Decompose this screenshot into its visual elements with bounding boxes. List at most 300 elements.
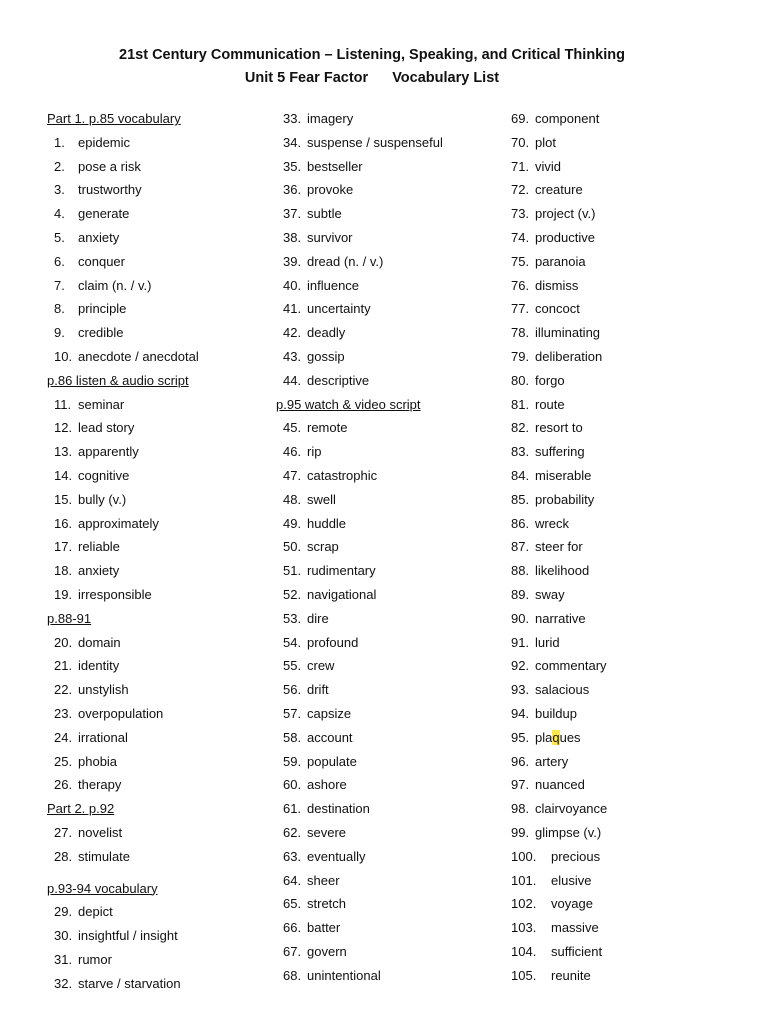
- vocab-item: [47, 678, 267, 702]
- vocab-term: miserable: [535, 467, 592, 483]
- vocab-term: account: [307, 729, 353, 745]
- vocab-item: [47, 297, 267, 321]
- unit-title: Unit 5 Fear Factor: [244, 70, 369, 86]
- vocab-item: [511, 226, 741, 250]
- vocab-item: [47, 535, 267, 559]
- item-number: 75 .: [511, 250, 535, 274]
- vocab-term: eventually: [307, 848, 366, 864]
- item-number: 99 .: [511, 821, 535, 845]
- vocab-term: dread (n. / v.): [307, 253, 384, 269]
- vocab-item: [276, 345, 501, 369]
- vocab-term: deliberation: [535, 348, 603, 364]
- vocab-term: subtle: [307, 206, 342, 222]
- item-number: 49 .: [283, 512, 307, 536]
- item-number: 64 .: [283, 869, 307, 893]
- item-number: 70 .: [511, 131, 535, 155]
- vocab-item: [276, 797, 501, 821]
- item-number: 73 .: [511, 202, 535, 226]
- vocab-term: novelist: [78, 824, 123, 840]
- item-number: 15 .: [54, 488, 78, 512]
- vocab-item: [276, 750, 501, 774]
- item-number: 94 .: [511, 702, 535, 726]
- item-number: 80 .: [511, 369, 535, 393]
- item-number: 24 .: [54, 726, 78, 750]
- item-number: 8 .: [54, 297, 78, 321]
- vocab-list: [276, 416, 501, 987]
- vocab-term: gossip: [307, 348, 345, 364]
- vocab-item: [276, 773, 501, 797]
- item-number: 52 .: [283, 583, 307, 607]
- vocab-item: [511, 488, 741, 512]
- vocab-term: massive: [551, 920, 599, 936]
- vocab-term: suffering: [535, 444, 585, 460]
- page-header: [0, 44, 744, 90]
- vocab-term: swell: [307, 491, 336, 507]
- vocab-item: [511, 750, 741, 774]
- item-number: 20 .: [54, 631, 78, 655]
- vocab-term: batter: [307, 920, 341, 936]
- vocab-term: dire: [307, 610, 329, 626]
- section-heading: p.93-94 vocabulary: [47, 880, 158, 896]
- vocab-item: [511, 393, 741, 417]
- vocab-item: [47, 488, 267, 512]
- item-number: 67 .: [283, 940, 307, 964]
- spacer: [47, 869, 267, 877]
- vocab-term: unstylish: [78, 682, 129, 698]
- vocab-item: [47, 226, 267, 250]
- vocab-term: insightful / insight: [78, 928, 178, 944]
- vocab-item: [511, 535, 741, 559]
- vocab-item: [276, 631, 501, 655]
- vocab-term: scrap: [307, 539, 339, 555]
- vocab-item: [47, 845, 267, 869]
- vocab-item: [276, 916, 501, 940]
- item-number: 77 .: [511, 297, 535, 321]
- item-number: 50 .: [283, 535, 307, 559]
- item-number: 55 .: [283, 654, 307, 678]
- vocab-term: illuminating: [535, 325, 601, 341]
- vocab-term: precious: [551, 848, 601, 864]
- item-number: 92 .: [511, 654, 535, 678]
- vocab-term: irresponsible: [78, 586, 152, 602]
- vocab-item: [511, 678, 741, 702]
- item-number: 93 .: [511, 678, 535, 702]
- vocab-term: glimpse (v.): [535, 824, 602, 840]
- item-number: 44 .: [283, 369, 307, 393]
- vocab-term: project (v.): [535, 206, 596, 222]
- vocab-item: [276, 226, 501, 250]
- vocab-item: [276, 654, 501, 678]
- vocab-term: component: [535, 111, 600, 126]
- vocab-item: [511, 726, 741, 750]
- section-heading: Part 1. p.85 vocabulary: [47, 111, 181, 126]
- section-heading: p.88-91: [47, 610, 92, 626]
- vocab-term: therapy: [78, 777, 122, 793]
- term-part: pla: [535, 729, 553, 745]
- item-number: 90 .: [511, 607, 535, 631]
- vocab-column-3: [511, 107, 741, 987]
- item-number: 104 .: [511, 940, 551, 964]
- vocab-term: principle: [78, 301, 127, 317]
- vocab-list: [511, 107, 741, 987]
- item-number: 65 .: [283, 892, 307, 916]
- vocab-item: [47, 178, 267, 202]
- vocab-term: unintentional: [307, 967, 381, 983]
- item-number: 76 .: [511, 274, 535, 298]
- vocab-term: domain: [78, 634, 121, 650]
- item-number: 13 .: [54, 440, 78, 464]
- item-number: 23 .: [54, 702, 78, 726]
- vocab-term: generate: [78, 206, 130, 222]
- vocab-item: [47, 512, 267, 536]
- vocab-item: [47, 393, 267, 417]
- item-number: 19 .: [54, 583, 78, 607]
- vocab-item: [511, 916, 741, 940]
- vocab-term: starve / starvation: [78, 975, 181, 991]
- item-number: 97 .: [511, 773, 535, 797]
- vocab-term: clairvoyance: [535, 801, 608, 817]
- vocab-term: bully (v.): [78, 491, 127, 507]
- vocab-term: approximately: [78, 515, 159, 531]
- item-number: 101 .: [511, 869, 551, 893]
- vocab-term: epidemic: [78, 134, 131, 150]
- item-number: 81 .: [511, 393, 535, 417]
- item-number: 54 .: [283, 631, 307, 655]
- item-number: 27 .: [54, 821, 78, 845]
- document-subtitle: [0, 67, 744, 90]
- vocab-term: catastrophic: [307, 467, 378, 483]
- vocab-item: [511, 321, 741, 345]
- vocab-item: [47, 726, 267, 750]
- vocab-term: populate: [307, 753, 357, 769]
- vocab-term: huddle: [307, 515, 347, 531]
- vocab-item: [276, 535, 501, 559]
- item-number: 21 .: [54, 654, 78, 678]
- vocab-item: [276, 488, 501, 512]
- vocab-term: rudimentary: [307, 563, 376, 579]
- vocab-term: route: [535, 396, 565, 412]
- item-number: 58 .: [283, 726, 307, 750]
- item-number: 82 .: [511, 416, 535, 440]
- vocab-term: concoct: [535, 301, 580, 317]
- item-number: 30 .: [54, 924, 78, 948]
- vocab-item: [47, 924, 267, 948]
- vocab-item: [276, 940, 501, 964]
- item-number: 79 .: [511, 345, 535, 369]
- vocab-item: [47, 972, 267, 996]
- item-number: 10 .: [54, 345, 78, 369]
- item-number: 28 .: [54, 845, 78, 869]
- vocab-term: nuanced: [535, 777, 585, 793]
- item-number: 39 .: [283, 250, 307, 274]
- term-part: ues: [559, 729, 581, 745]
- vocab-item: [47, 654, 267, 678]
- vocab-item: [511, 797, 741, 821]
- vocab-item: [276, 821, 501, 845]
- vocab-term: reliable: [78, 539, 120, 555]
- vocab-item: [47, 321, 267, 345]
- vocab-item: [511, 631, 741, 655]
- vocab-item: [47, 559, 267, 583]
- item-number: 102 .: [511, 892, 551, 916]
- vocab-list: [47, 131, 267, 369]
- vocab-term: plot: [535, 134, 556, 150]
- item-number: 68 .: [283, 964, 307, 988]
- vocab-item: [511, 464, 741, 488]
- item-number: 22 .: [54, 678, 78, 702]
- vocab-item: [511, 607, 741, 631]
- vocab-term: phobia: [78, 753, 118, 769]
- item-number: 45 .: [283, 416, 307, 440]
- item-number: 60 .: [283, 773, 307, 797]
- vocab-term: vivid: [535, 158, 562, 174]
- item-number: 89 .: [511, 583, 535, 607]
- item-number: 105 .: [511, 964, 551, 988]
- vocab-item: [47, 202, 267, 226]
- vocab-term: depict: [78, 904, 113, 920]
- vocab-item: [276, 416, 501, 440]
- item-number: 51 .: [283, 559, 307, 583]
- vocab-item: [47, 900, 267, 924]
- item-number: 1 .: [54, 131, 78, 155]
- item-number: 9 .: [54, 321, 78, 345]
- vocab-term: buildup: [535, 705, 577, 721]
- vocab-term: voyage: [551, 896, 593, 912]
- vocab-term: sufficient: [551, 943, 603, 959]
- vocab-item: [276, 274, 501, 298]
- vocab-item: [276, 726, 501, 750]
- vocab-term: artery: [535, 753, 569, 769]
- vocab-term: imagery: [307, 111, 354, 126]
- item-number: 62 .: [283, 821, 307, 845]
- item-number: 31 .: [54, 948, 78, 972]
- item-number: 36 .: [283, 178, 307, 202]
- item-number: 2 .: [54, 155, 78, 179]
- vocab-term: ashore: [307, 777, 347, 793]
- vocab-term: steer for: [535, 539, 583, 555]
- vocab-item: [511, 892, 741, 916]
- vocab-term: bestseller: [307, 158, 363, 174]
- vocab-item: [511, 274, 741, 298]
- item-number: 100 .: [511, 845, 551, 869]
- vocab-item: [511, 869, 741, 893]
- vocab-item: [47, 464, 267, 488]
- item-number: 12 .: [54, 416, 78, 440]
- vocab-item: [47, 250, 267, 274]
- vocab-term: credible: [78, 325, 124, 341]
- item-number: 95 .: [511, 726, 535, 750]
- item-number: 5 .: [54, 226, 78, 250]
- item-number: 69 .: [511, 107, 535, 131]
- vocab-item: [276, 131, 501, 155]
- item-number: 46 .: [283, 440, 307, 464]
- item-number: 42 .: [283, 321, 307, 345]
- vocab-term: sway: [535, 586, 565, 602]
- vocab-column-2: [276, 107, 501, 987]
- vocab-item: [276, 202, 501, 226]
- vocab-item: [511, 845, 741, 869]
- item-number: 7 .: [54, 274, 78, 298]
- item-number: 85 .: [511, 488, 535, 512]
- vocab-term: apparently: [78, 444, 139, 460]
- vocab-term: resort to: [535, 420, 583, 436]
- item-number: 3 .: [54, 178, 78, 202]
- vocab-term: stretch: [307, 896, 347, 912]
- item-number: 91 .: [511, 631, 535, 655]
- section-heading: p.95 watch & video script: [276, 396, 421, 412]
- vocab-term: cognitive: [78, 467, 130, 483]
- item-number: 38 .: [283, 226, 307, 250]
- vocab-term: govern: [307, 943, 347, 959]
- vocab-item: [47, 750, 267, 774]
- document-title: 21st Century Communication – Listening, Speaking, and Critical Thinking: [119, 47, 625, 63]
- section-heading: Part 2. p.92: [47, 801, 115, 817]
- list-name: Vocabulary List: [392, 70, 500, 86]
- vocab-term: overpopulation: [78, 705, 164, 721]
- vocab-item: [511, 559, 741, 583]
- item-number: 61 .: [283, 797, 307, 821]
- vocab-term: influence: [307, 277, 360, 293]
- vocab-item: [276, 702, 501, 726]
- vocab-term: rumor: [78, 951, 112, 967]
- vocab-item: [511, 107, 741, 131]
- vocab-item: [511, 821, 741, 845]
- vocab-item: [511, 964, 741, 988]
- vocab-item: [276, 559, 501, 583]
- item-number: 48 .: [283, 488, 307, 512]
- item-number: 72 .: [511, 178, 535, 202]
- vocab-item: [511, 155, 741, 179]
- vocab-item: [276, 512, 501, 536]
- vocab-item: [276, 869, 501, 893]
- vocab-term: productive: [535, 229, 595, 245]
- vocab-item: [276, 607, 501, 631]
- item-number: 32 .: [54, 972, 78, 996]
- vocab-term: likelihood: [535, 563, 590, 579]
- vocab-item: [276, 583, 501, 607]
- item-number: 74 .: [511, 226, 535, 250]
- vocab-item: [276, 678, 501, 702]
- vocab-item: [511, 345, 741, 369]
- vocab-item: [47, 702, 267, 726]
- vocab-term: uncertainty: [307, 301, 371, 317]
- item-number: 59 .: [283, 750, 307, 774]
- vocab-item: [47, 631, 267, 655]
- vocab-item: [47, 440, 267, 464]
- vocab-term: sheer: [307, 872, 340, 888]
- item-number: 66 .: [283, 916, 307, 940]
- vocab-item: [276, 250, 501, 274]
- item-number: 6 .: [54, 250, 78, 274]
- vocab-item: [276, 107, 501, 131]
- item-number: 14 .: [54, 464, 78, 488]
- vocab-term: anxiety: [78, 229, 120, 245]
- vocab-column-1: [47, 107, 267, 995]
- item-number: 98 .: [511, 797, 535, 821]
- item-number: 17 .: [54, 535, 78, 559]
- vocab-item: [47, 416, 267, 440]
- vocab-item: [47, 155, 267, 179]
- vocab-term: claim (n. / v.): [78, 277, 152, 293]
- vocab-term: conquer: [78, 253, 125, 269]
- vocab-term: anxiety: [78, 563, 120, 579]
- vocab-term: rip: [307, 444, 322, 460]
- vocab-item: [276, 440, 501, 464]
- vocab-list: [47, 393, 267, 607]
- vocab-item: [47, 821, 267, 845]
- vocab-term: paranoia: [535, 253, 586, 269]
- vocab-term: forgo: [535, 372, 565, 388]
- vocab-item: [511, 654, 741, 678]
- vocab-term: salacious: [535, 682, 590, 698]
- item-number: 33 .: [283, 107, 307, 131]
- vocab-term: suspense / suspenseful: [307, 134, 443, 150]
- item-number: 56 .: [283, 678, 307, 702]
- vocab-term: deadly: [307, 325, 346, 341]
- vocab-item: [47, 345, 267, 369]
- item-number: 71 .: [511, 155, 535, 179]
- item-number: 4 .: [54, 202, 78, 226]
- vocab-term: stimulate: [78, 848, 131, 864]
- vocab-term: probability: [535, 491, 595, 507]
- item-number: 84 .: [511, 464, 535, 488]
- vocab-item: [47, 274, 267, 298]
- vocab-term: crew: [307, 658, 335, 674]
- vocab-item: [511, 131, 741, 155]
- vocab-term: severe: [307, 824, 347, 840]
- item-number: 40 .: [283, 274, 307, 298]
- item-number: 34 .: [283, 131, 307, 155]
- vocab-term: irrational: [78, 729, 128, 745]
- vocab-item: [511, 702, 741, 726]
- vocab-term: survivor: [307, 229, 353, 245]
- item-number: 47 .: [283, 464, 307, 488]
- item-number: 87 .: [511, 535, 535, 559]
- vocab-item: [511, 297, 741, 321]
- vocab-item: [47, 131, 267, 155]
- item-number: 57 .: [283, 702, 307, 726]
- vocab-item: [276, 321, 501, 345]
- vocab-term: trustworthy: [78, 182, 142, 198]
- item-number: 35 .: [283, 155, 307, 179]
- vocab-item: [511, 512, 741, 536]
- vocab-item: [276, 464, 501, 488]
- item-number: 43 .: [283, 345, 307, 369]
- vocab-term: descriptive: [307, 372, 370, 388]
- vocab-item: [511, 250, 741, 274]
- vocab-term: destination: [307, 801, 370, 817]
- item-number: 37 .: [283, 202, 307, 226]
- vocab-item: [47, 948, 267, 972]
- item-number: 25 .: [54, 750, 78, 774]
- vocab-item: [511, 202, 741, 226]
- vocab-list: [47, 900, 267, 995]
- vocab-list: [276, 107, 501, 393]
- item-number: 78 .: [511, 321, 535, 345]
- vocab-term: commentary: [535, 658, 607, 674]
- vocab-term: remote: [307, 420, 348, 436]
- vocab-term: lead story: [78, 420, 135, 436]
- vocab-term: reunite: [551, 967, 591, 983]
- section-heading: p.86 listen & audio script: [47, 372, 189, 388]
- vocab-item: [276, 964, 501, 988]
- vocab-item: [511, 178, 741, 202]
- vocab-item: [511, 773, 741, 797]
- vocab-term: profound: [307, 634, 359, 650]
- item-number: 103 .: [511, 916, 551, 940]
- vocab-item: [276, 892, 501, 916]
- vocab-term: creature: [535, 182, 583, 198]
